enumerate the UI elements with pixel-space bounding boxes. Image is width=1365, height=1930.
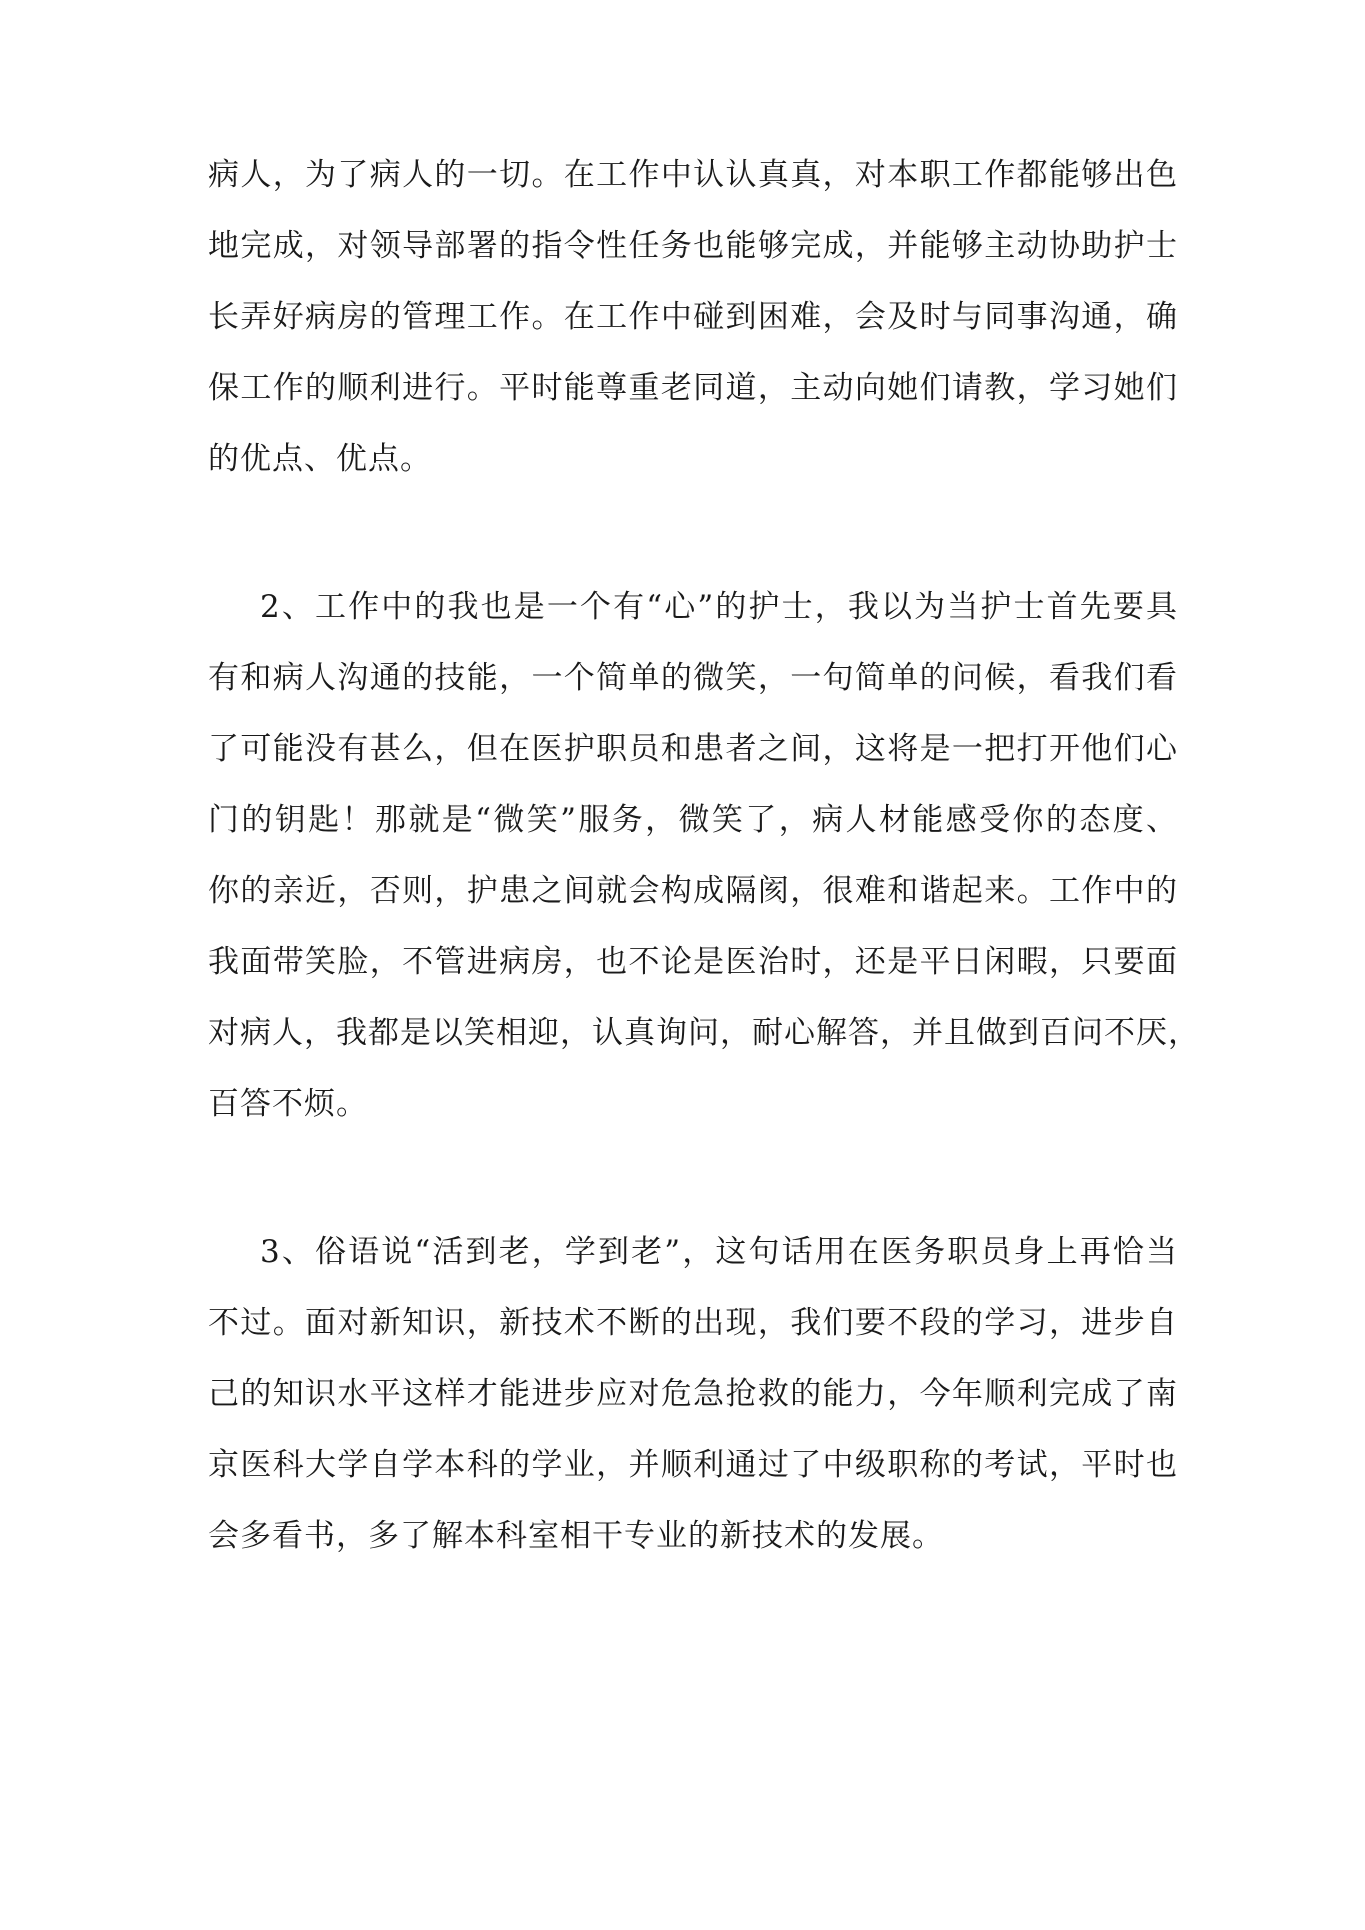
text-line: 不过。面对新知识，新技术不断的出现，我们要不段的学习，进步自 bbox=[208, 1305, 1178, 1341]
text-line: 门的钥匙！那就是“微笑”服务，微笑了，病人材能感受你的态度、 bbox=[208, 802, 1178, 838]
paragraph-1 bbox=[208, 140, 1178, 495]
text-line: 病人，为了病人的一切。在工作中认认真真，对本职工作都能够出色 bbox=[208, 157, 1178, 193]
paragraph-2 bbox=[208, 572, 1200, 1140]
text-line: 我面带笑脸，不管进病房，也不论是医治时，还是平日闲暇，只要面 bbox=[208, 944, 1178, 980]
text-line: 保工作的顺利进行。平时能尊重老同道，主动向她们请教，学习她们 bbox=[208, 370, 1178, 406]
text-line: 京医科大学自学本科的学业，并顺利通过了中级职称的考试，平时也 bbox=[208, 1447, 1178, 1483]
text-line: 会多看书，多了解本科室相干专业的新技术的发展。 bbox=[208, 1518, 944, 1554]
text-line: 地完成，对领导部署的指令性任务也能够完成，并能够主动协助护士 bbox=[208, 228, 1178, 264]
text-line: 你的亲近，否则，护患之间就会构成隔阂，很难和谐起来。工作中的 bbox=[208, 873, 1178, 909]
text-line: 有和病人沟通的技能，一个简单的微笑，一句简单的问候，看我们看 bbox=[208, 660, 1178, 696]
paragraph-3 bbox=[208, 1217, 1178, 1572]
text-line: 长弄好病房的管理工作。在工作中碰到困难，会及时与同事沟通，确 bbox=[208, 299, 1178, 335]
text-line: 的优点、优点。 bbox=[208, 441, 432, 477]
text-line: 2、工作中的我也是一个有“心”的护士，我以为当护士首先要具 bbox=[260, 589, 1178, 625]
text-line: 百答不烦。 bbox=[208, 1086, 368, 1122]
text-line: 对病人，我都是以笑相迎，认真询问，耐心解答，并且做到百问不厌， bbox=[208, 1015, 1200, 1051]
text-line: 了可能没有甚么，但在医护职员和患者之间，这将是一把打开他们心 bbox=[208, 731, 1178, 767]
text-line: 己的知识水平这样才能进步应对危急抢救的能力，今年顺利完成了南 bbox=[208, 1376, 1178, 1412]
text-line: 3、俗语说“活到老，学到老”，这句话用在医务职员身上再恰当 bbox=[260, 1234, 1178, 1270]
